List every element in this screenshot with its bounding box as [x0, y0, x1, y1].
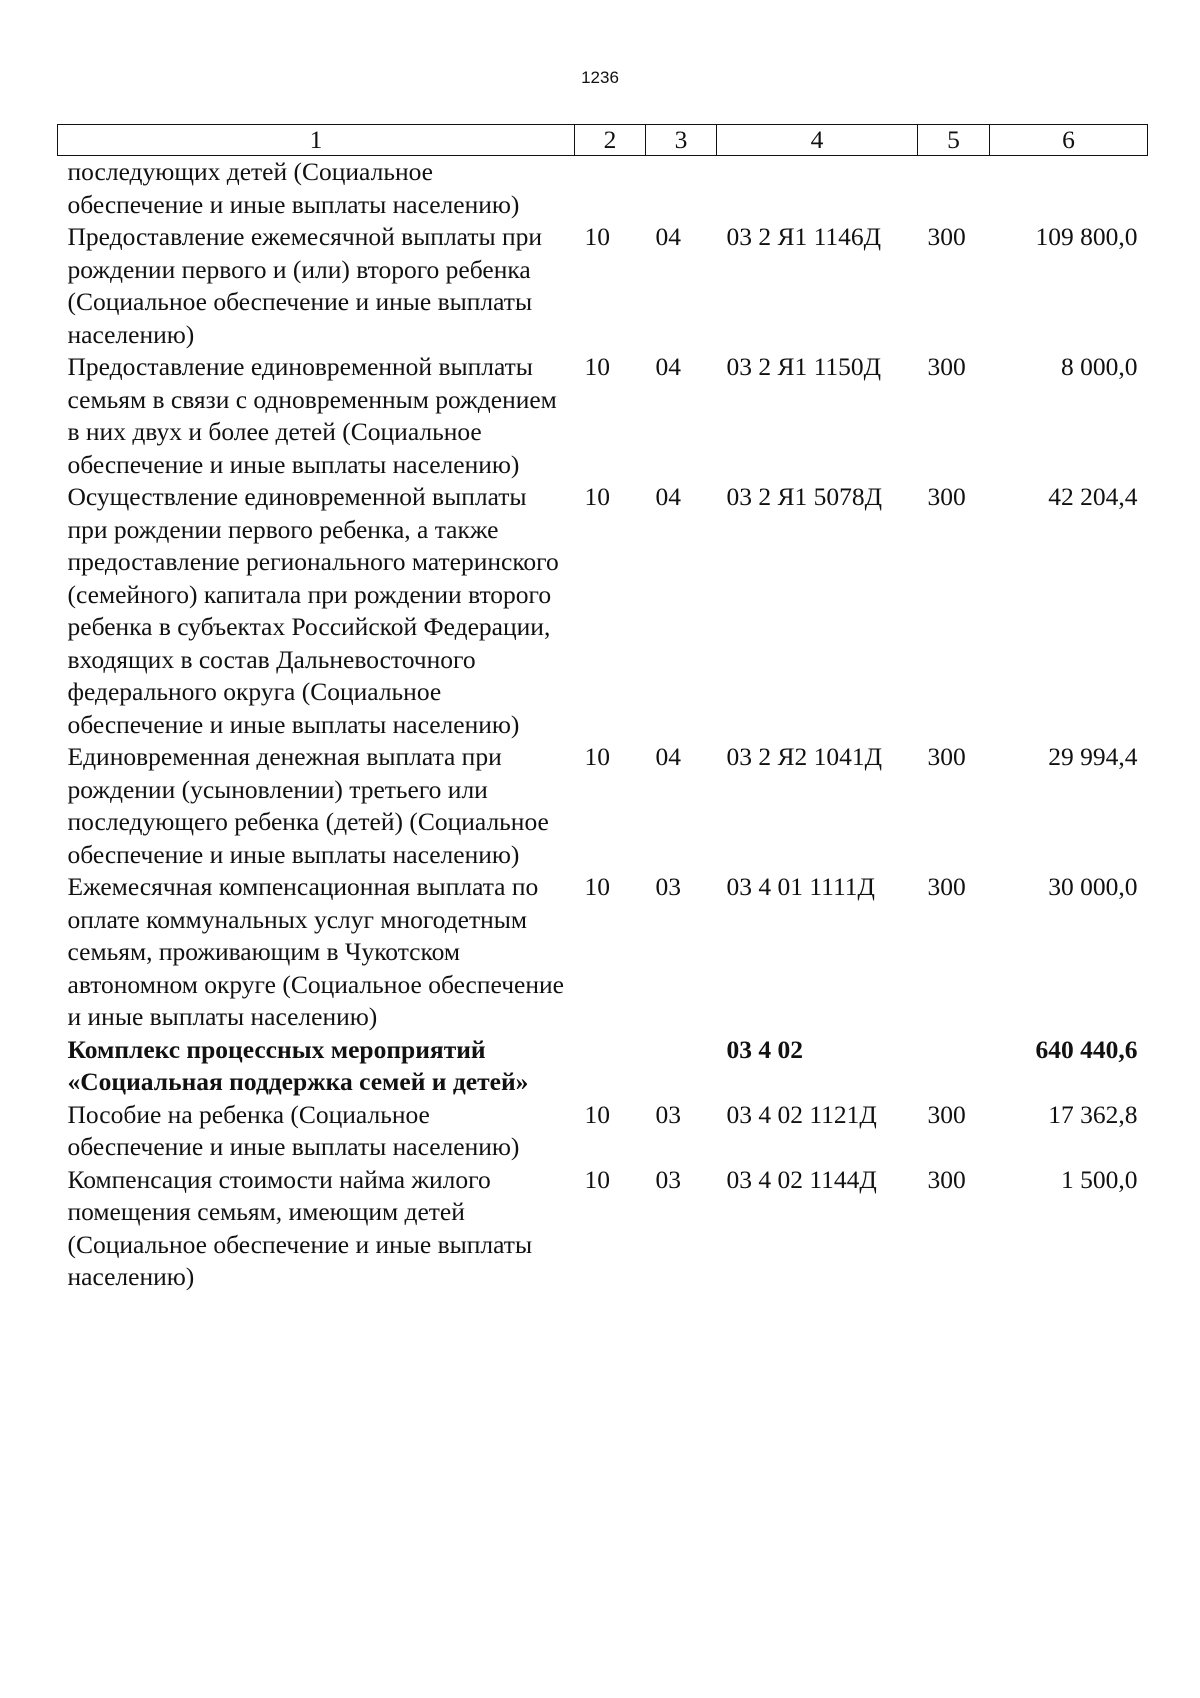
- row-section-cell: 10: [584, 222, 610, 251]
- table-row: [58, 741, 1148, 871]
- row-name-cell: Осуществление единовременной выплаты при рождении первого ребенка, а также предоставление регионального материнского (семейного) капитала при рождении второго ребенка в субъектах Российской Федерации, входящих в состав Дальневосточного федерального округа (Социальное обеспечение и иные выплаты населению): [67, 482, 559, 739]
- row-name-cell: Предоставление единовременной выплаты семьям в связи с одновременным рождением в них двух и более детей (Социальное обеспечение и иные выплаты населению): [67, 352, 557, 479]
- column-header-1: 1: [58, 125, 575, 156]
- row-subsection-cell: 04: [655, 222, 681, 251]
- row-subsection-cell: 04: [655, 482, 681, 511]
- row-expense-type-cell: 300: [927, 1099, 966, 1129]
- table-header-row: [58, 125, 1148, 156]
- row-subsection-cell: 04: [655, 352, 681, 381]
- row-expense-type-cell: 300: [927, 222, 966, 251]
- table-row: [58, 156, 1148, 222]
- budget-table: [57, 124, 1148, 1294]
- row-amount-cell: 30 000,0: [1048, 872, 1138, 901]
- row-subsection-cell: [646, 1034, 717, 1099]
- row-section-cell: 10: [584, 742, 610, 771]
- row-target-article-cell: [717, 156, 918, 222]
- row-expense-type-cell: 300: [927, 352, 966, 381]
- column-header-2: 2: [575, 125, 646, 156]
- row-name-cell: Пособие на ребенка (Социальное обеспечение и иные выплаты населению): [67, 1099, 520, 1161]
- row-target-article-cell: 03 4 02 1144Д: [726, 1164, 877, 1194]
- column-header-4: 4: [717, 125, 918, 156]
- row-target-article-cell: 03 4 02 1121Д: [726, 1099, 877, 1129]
- row-target-article-cell: 03 4 01 1111Д: [726, 872, 875, 901]
- row-amount-cell: 29 994,4: [1048, 742, 1138, 771]
- row-expense-type-cell: 300: [927, 872, 966, 901]
- row-amount-cell: [990, 156, 1148, 222]
- row-section-cell: 10: [584, 872, 610, 901]
- column-header-5: 5: [918, 125, 990, 156]
- table-row: [58, 481, 1148, 741]
- row-expense-type-cell: 300: [927, 742, 966, 771]
- row-target-article-cell: 03 2 Я2 1041Д: [726, 742, 883, 771]
- column-header-6: 6: [990, 125, 1148, 156]
- table-row: [58, 221, 1148, 351]
- row-expense-type-cell: [918, 1034, 990, 1099]
- table-row: [58, 871, 1148, 1034]
- row-amount-cell: 1 500,0: [1061, 1164, 1138, 1194]
- column-header-3: 3: [646, 125, 717, 156]
- row-subsection-cell: 03: [655, 1164, 681, 1194]
- row-name-cell: Предоставление ежемесячной выплаты при рождении первого и (или) второго ребенка (Социальное обеспечение и иные выплаты населению): [67, 222, 543, 349]
- row-section-cell: 10: [584, 352, 610, 381]
- row-name-cell: Комплекс процессных мероприятий «Социальная поддержка семей и детей»: [67, 1034, 529, 1096]
- row-section-cell: [575, 1034, 646, 1099]
- row-subsection-cell: 03: [655, 872, 681, 901]
- row-section-cell: 10: [584, 1099, 610, 1129]
- row-section-cell: 10: [584, 1164, 610, 1194]
- row-amount-cell: 8 000,0: [1061, 352, 1138, 381]
- row-section-cell: [575, 156, 646, 222]
- row-name-cell: последующих детей (Социальное обеспечение и иные выплаты населению): [67, 157, 520, 219]
- page-number: 1236: [581, 68, 619, 87]
- row-subsection-cell: 03: [655, 1099, 681, 1129]
- row-expense-type-cell: 300: [927, 482, 966, 511]
- row-subsection-cell: 04: [655, 742, 681, 771]
- table-body: [58, 156, 1148, 1294]
- row-name-cell: Компенсация стоимости найма жилого помещения семьям, имеющим детей (Социальное обеспечение и иные выплаты населению): [67, 1164, 533, 1291]
- row-expense-type-cell: [918, 156, 990, 222]
- table-row: [58, 1164, 1148, 1294]
- row-amount-cell: 42 204,4: [1048, 482, 1138, 511]
- row-target-article-cell: 03 4 02: [726, 1034, 803, 1064]
- row-amount-cell: 640 440,6: [1035, 1034, 1138, 1064]
- row-target-article-cell: 03 2 Я1 1146Д: [726, 222, 882, 251]
- row-subsection-cell: [646, 156, 717, 222]
- row-target-article-cell: 03 2 Я1 5078Д: [726, 482, 883, 511]
- row-name-cell: Единовременная денежная выплата при рождении (усыновлении) третьего или последующего ребенка (детей) (Социальное обеспечение и иные выплаты населению): [67, 742, 549, 869]
- table-row: [58, 1099, 1148, 1164]
- row-target-article-cell: 03 2 Я1 1150Д: [726, 352, 882, 381]
- row-amount-cell: 109 800,0: [1035, 222, 1138, 251]
- row-section-cell: 10: [584, 482, 610, 511]
- row-expense-type-cell: 300: [927, 1164, 966, 1194]
- row-amount-cell: 17 362,8: [1048, 1099, 1138, 1129]
- table-row: [58, 1034, 1148, 1099]
- row-name-cell: Ежемесячная компенсационная выплата по оплате коммунальных услуг многодетным семьям, проживающим в Чукотском автономном округе (Социальное обеспечение и иные выплаты населению): [67, 872, 564, 1031]
- table-row: [58, 351, 1148, 481]
